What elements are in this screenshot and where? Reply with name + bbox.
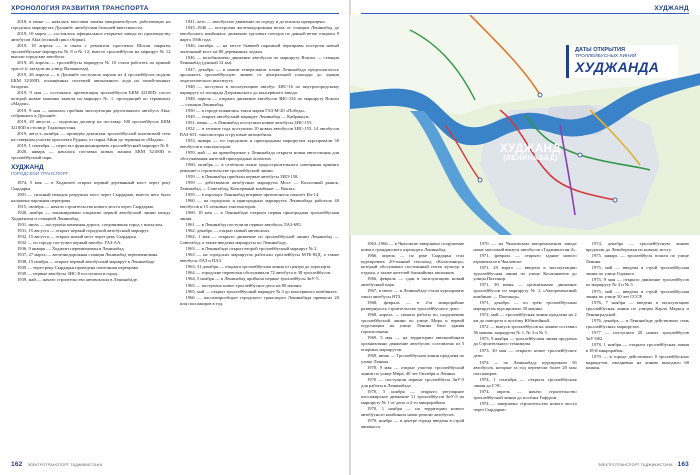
chronology-entry: 1963 — в Ленинабаде открыт второй троллейбусный маршрут № 2.	[185, 246, 318, 252]
chronology-entry: 2020, январь — началась поставка новых машин БКМ 32100D в троллейбусный парк.	[11, 149, 171, 161]
chronology-entry: 1973, 9 ноября — троллейбусная линия продлена до Строительного техникума.	[473, 335, 577, 347]
chronology-entry: 2019, 26 апреля — в Душанбе поступила партия из 4 троллейбусов модели БКМ 32100D, оснащённых системой автономного хода на литий-ионных батареях.	[11, 72, 171, 89]
chronology-entry: 1950 — в городе появились такси марки ГАЗ-М-20 «Победа».	[185, 107, 306, 113]
chronology-entry: 1939, май — начато строительство автовокзала в Ленинабаде.	[17, 276, 138, 282]
chronology-entry: 2019, 26 апреля — троллейбусы маршрута № 10 стали работать по прямой трассе (с заездом на улицу Валнангеда).	[11, 60, 171, 72]
chronology-entry: 1966, февраль — сдан в эксплуатацию новый автобусный парк.	[361, 276, 465, 288]
chronology-entry: 1976, декабрь — в Ленинабаде действовало семь троллейбусных маршрутов.	[585, 318, 689, 329]
chronology-entry: 1945–1946 — построена железнодорожная ветка от станции Ленинабад до автобусного комбината; движение грузовых поездов по данной ветке открыто 9 марта 1946 года.	[179, 25, 339, 42]
chronology-entry: 1972, май — троллейбусная линия продлена на 2 км до поворота к посёлку Юбилейный.	[473, 311, 577, 323]
chronology-entry: 1971, декабрь — по трём троллейбусным маршрутам курсировало 30 машин.	[473, 300, 577, 311]
chronology-entry: 1974, декабрь — троллейбусную линию продлили до Левобережья по новому мосту.	[585, 241, 689, 252]
chronology-entry: 1961 — в Ленинабад поступили первые автобусы ЛАЗ-695.	[185, 221, 302, 227]
chronology-entry: 1936, 9 января — Ходжент переименован в Ленинабад.	[17, 246, 125, 252]
chronology-entry: 1965 — построено новое троллейбусное депо на 80 машин.	[185, 282, 302, 288]
chronology-entry: 1963 — на городских маршрутах работали троллейбусы МТБ-82Д, а также автобусы ЛАЗ и ПАЗ.	[179, 252, 339, 263]
header-rule-left	[11, 13, 339, 14]
page-number-left: 162	[11, 461, 23, 468]
map-stop	[478, 178, 482, 182]
chronology-entry: 1966, апрель — по реке Сырдарья стал курсировать 20-тонный теплоход «Колхозница», который обслуживал постоянный поток культур и отдыха, а также жителей ближайших кишлаков.	[361, 252, 465, 276]
chronology-entry: 1960, октябрь — в отчётном плане градостроительного совещания принято решение о строительстве троллейбусной линии.	[179, 162, 339, 173]
chronology-entry: 1946 — возобновлено движение автобусов по маршруту Вокзал — станция Ленинабад (длиной 12 км).	[179, 54, 339, 66]
chronology-entry: 1979 — в городе действовало 8 троллейбусных маршрутов, ежедневно на линию выходило 68 машин.	[585, 353, 689, 371]
right-column-2	[473, 241, 576, 454]
left-column-1	[11, 19, 171, 454]
chronology-entry: 1874, 5 мая — в Ходженте открыт первый деревянный мост через реку Сырдарья.	[11, 179, 171, 191]
chronology-entry: 1901 — сильный паводок разрушил мост через Сырдарью, вместо него была налажена паромная переправа.	[11, 191, 171, 203]
chronology-entry: 1968, апрель — начаты работы по сооружению троллейбусной линии по улице Мира и первой подстанции на улице Ленина близ здания горисполкома.	[361, 311, 465, 335]
footer-text-left: ЭЛЕКТРОТРАНСПОРТ ТАДЖИКИСТАНА	[27, 462, 103, 467]
map-stop	[538, 93, 542, 97]
right-text-columns	[361, 241, 689, 454]
chronology-entry: 1947, декабрь — в новом генеральном плане Ленинабада предполагалось проложить троллейбусную линию от центральной площади до здания педагогического института.	[179, 66, 339, 84]
chronology-entry: 1974 — завершено строительство нового моста через Сырдарью.	[473, 400, 577, 412]
chronology-entry: 1969, 5 мая — на территории автокомбината организовано движение автобусов; составлено из 5 опорных маршрутов.	[361, 335, 465, 352]
chronology-entry: 1970, ноябрь — в центре города введена в строй авиакасса.	[361, 418, 465, 429]
chronology-entry: 1959 — действовали автобусные маршруты Мост — Колхозный рынок, Ленинабад — Советабад, Консервный комбинат — Вокзал.	[179, 180, 339, 191]
chronology-entry: 1964 — городские перевозки обслуживали 72 автобуса и 38 троллейбусов.	[185, 270, 332, 276]
map-city-old-name: (ЛЕНИНАБАД)	[503, 155, 559, 162]
chronology-entry: 2019, август–октябрь — проведён демонтаж троллейбусной контактной сети на северном участке проспекта Рудаки, от парка Айни до терминала «Мадон».	[11, 131, 171, 143]
chronology-entry: 1937, 27 марта — железнодорожная станция Ленинабад переименована.	[17, 252, 159, 258]
running-header-right: ХУДЖАНД	[654, 5, 689, 12]
map-stop	[613, 198, 617, 202]
chronology-entry: 1975, 9 мая — открыто движение троллейбусов по маршруту № 4 и № 5.	[585, 276, 689, 288]
chronology-entry: 2019, 1 сентября — перестал функционировать троллейбусный маршрут № 8.	[17, 143, 170, 149]
chronology-entry: 1959 — в аэропорт Ленинабад впервые приземлился самолёт Ил-14.	[185, 192, 320, 197]
chronology-entry: 1977 — поступили 20 новых троллейбусов ЗиУ-682.	[585, 329, 689, 341]
chronology-entry: 1962, декабрь — открыт новый автовокзал.	[185, 228, 271, 234]
right-column-1	[361, 241, 464, 454]
chronology-entry: 1915, октябрь — начало строительства нового моста через Сырдарью.	[17, 203, 155, 209]
chronology-entry: 1970, 5 ноября — открыто регулярное пассажирское движение 11 троллейбусов ЗиУ-5 по маршруту № 1 от депо и 2-го микрорайона.	[361, 388, 465, 406]
chronology-entry: 1975, май — введена в строй троллейбусная линия по улице Горького.	[585, 264, 689, 276]
chronology-entry: 1941, лето — автобусное движение по городу и до вокзала прекращено.	[185, 19, 326, 24]
trolleybus-map	[350, 15, 700, 235]
chronology-entry: 1970, 9 мая — открыт участок троллейбусной линии по улице Мира, 40 лет Октября и Ленина.	[361, 364, 465, 376]
chronology-entry: 1931, июль — построена каменная дорога, соединившая город с вокзалом.	[17, 221, 164, 227]
map-title-line1: ДАТЫ ОТКРЫТИЯ	[575, 47, 626, 53]
chronology-entry: 1975, май — введена в строй троллейбусная линия по улице 50 лет СССР.	[585, 288, 689, 300]
map-stop	[578, 153, 582, 157]
chronology-entry: 1931, 15 августа — открыт первый городской автобусный маршрут.	[17, 227, 150, 233]
subsection-subtitle: ГОРОДСКОЙ ТРАНСПОРТ	[11, 171, 69, 177]
chronology-entry: 1976, 7 ноября — введена в эксплуатацию троллейбусная линия по улицам Карла Маркса и Ленинградской.	[585, 300, 689, 317]
chronology-entry: 1975, январь — троллейбусы пошли по улице Ленина.	[585, 252, 689, 264]
chronology-entry: 1971, 30 июня — организовано движение троллейбусов по маршруту № 2 «Авторемонтный комбинат — Пахтакор».	[473, 282, 577, 299]
chronology-entry: 1946, октябрь — на месте бывшей паромной переправы построен новый понтонный мост на 80 деревянных лодках.	[179, 42, 339, 54]
chronology-entry: 2019, 9 мая — началась пробная эксплуатация двухэтажного автобуса Akia, собранного в Душанбе.	[11, 107, 171, 119]
chronology-entry: 1969, июнь — Троллейбусная линия продлена по улице Ленина.	[361, 352, 465, 364]
chronology-entry: 1949 — открыт автобусный маршрут Ленинабад — Кайраккум.	[185, 114, 310, 120]
footer-text-right: ЭЛЕКТРОТРАНСПОРТ ТАДЖИКИСТАНА	[597, 462, 673, 467]
map-title-line2: ТРОЛЛЕЙБУСНЫХ ЛИНИЙ	[575, 53, 637, 59]
chronology-entry: 1951, июнь — в Ленинабад поступили новые автобусы ЗИС-155.	[185, 120, 313, 126]
subsection-title: ХУДЖАНД	[11, 163, 44, 171]
left-text-columns	[11, 19, 339, 454]
chronology-entry: 1971, февраль — открыто здание нового аэровокзала в Чкаловске.	[473, 252, 577, 264]
right-page	[350, 0, 700, 475]
map-city-label	[500, 143, 561, 163]
chronology-entry: 1959 — в Ленинабад прибыли первые автобусы ЗИЛ-158.	[185, 173, 299, 179]
chronology-entry: 1970 — на Чкаловском авторемонтном заводе начат массовый выпуск автобусов «Таджикистан-2».	[473, 241, 577, 252]
chronology-entry: 1974, апрель — начато строительство троллейбусной линии до посёлка Гафуров.	[473, 389, 577, 400]
chronology-entry: 1970, 1 ноября — на территории нового автобусного комбината начат ремонт автобусов.	[361, 406, 465, 418]
chronology-entry: 1965, май — открыт троллейбусный маршрут № 3 до консервного комбината.	[185, 288, 338, 294]
map-title-box	[566, 45, 678, 78]
footer-right	[598, 461, 689, 468]
chronology-entry: 1932 — по городу поступил первый автобус ГАЗ-АА.	[17, 240, 122, 246]
chronology-entry: 1938, 15 ноября — открыт первый автобусный маршрут в Ленинабаде.	[17, 258, 156, 264]
chronology-entry: 1973, 30 мая — открыто новое троллейбусное депо.	[473, 347, 577, 359]
left-column-2	[180, 19, 340, 454]
chronology-entry: 1963, 31 декабря — открыта троллейбусная линия от центра до аэропорта.	[185, 264, 332, 270]
chronology-entry: 2019, 9 мая — состоялась презентация троллейбусов БКМ 32100D; после которой новые машины вышли на маршрут № 1, проходящий по терминалу «Мадон».	[11, 89, 171, 107]
chronology-entry: 1960 — на городских и пригородных маршрутах Ленинабада работало 40 автобусов и 15 легковых таксомоторов.	[179, 198, 339, 209]
chronology-entry: 1962, 1 мая — открыто движение по троллейбусной линии Ленинабад — Советабад, а также введены маршруты по Ленинабаду.	[179, 234, 339, 245]
chronology-entry: 1967, в июле — в Ленинабаде стали курсировать такси автобусы ЯТЗ.	[361, 288, 465, 299]
chronology-entry: 1978, 1 ноября — открыта троллейбусная линия в 18-й микрорайон.	[585, 341, 689, 353]
chronology-entry: 1971, 29 марта — введена в эксплуатацию троллейбусная линия по улице Космонавтов до улицы Пахтакор.	[473, 264, 577, 282]
right-column-3	[586, 241, 689, 454]
chronology-entry: 1964, 5 ноября — в Ленинабад прибыли первые троллейбусы ЗиУ-5.	[185, 276, 320, 282]
chronology-entry: 1928, ноябрь — запланировано открытие первой автобусной линии между Ходжентом и станцией Ленинабад.	[11, 209, 171, 221]
chronology-entry: 1952 — в течение года поступили 10 новых автобусов ЗИС-155, 14 автобусов ПАЗ-651, таксомоторы и грузовые автомобили.	[179, 126, 339, 138]
chronology-entry: 1966 — пассажирооборот городского транспорта Ленинабада превысил 20 млн пассажиров в год.	[179, 294, 339, 306]
chronology-entry: 1974 — по Ленинабаду курсировали 56 автобусов, которые за год перевезли более 20 млн пассажиров.	[473, 359, 577, 377]
chronology-entry: 1963–1966 — в Чкаловске завершено сооружение нового гражданского аэропорта Ленинабад.	[361, 241, 465, 252]
chronology-entry: 2019, 18 апреля — в связи с ремонтом проспекта Шотаи закрыты троллейбусные маршруты № 8 и № 12; вместо троллейбусов на маршрут № 12 вышли городские автобусы.	[11, 42, 171, 60]
page-number-right: 163	[677, 461, 689, 468]
chronology-entry: 1960, 10 мая — в Ленинабаде открыта первая пригородная троллейбусная линия.	[179, 210, 339, 221]
map-title-city: ХУДЖАНДА	[575, 58, 660, 75]
chronology-entry: 1959, май — на правобережье у Ленинабада открыта новая автостанция для обслуживания жителей пригородных колхозов.	[179, 150, 339, 161]
chronology-entry: 1968, февраль — в 2-м микрорайоне развернулось строительство троллейбусного депо.	[361, 300, 465, 311]
chronology-entry: 2018, в июне — началась массовая замена микроавтобусов, работающих на городских маршрутах Душанбе, автобусами большей вместимости.	[11, 19, 171, 30]
chronology-entry: 1948 — поступил в эксплуатацию автобус ЗИС-16 по внутригородскому маршруту от площади Дзержинского до консервного завода.	[179, 84, 339, 95]
chronology-entry: 1953, январь — по городским и пригородным маршрутам курсировали 50 автобусов и таксомоторов.	[179, 138, 339, 150]
chronology-entry: 1972 — выпуск троллейбусов на линию составил 36 машин, маршруты № 1, № 3 и № 5.	[473, 323, 577, 335]
chronology-entry: 1970 — поступили первые троллейбусы ЗиУ-5 для работы в Ленинабаде.	[361, 376, 465, 388]
header-rule-right	[361, 13, 689, 14]
chronology-entry: 1939 — первые автобусы ЗИС-8 поступили в город.	[17, 270, 119, 276]
chronology-entry: 1948, апрель — открыто движение автобусов ЗИС-154 по маршруту Вокзал — станция Ленинабад.	[179, 96, 339, 107]
running-header-left: ХРОНОЛОГИЯ РАЗВИТИЯ ТРАНСПОРТА	[11, 5, 149, 12]
chronology-entry: 1939 — через реку Сырдарья проведена понтонная переправа.	[17, 264, 139, 270]
footer-left	[11, 461, 102, 468]
chronology-entry: 1932, 15 августа — открыт новый мост через реку Сырдарья.	[17, 234, 137, 239]
chronology-entry: 2019, 10 марта — состоялось официальное открытие завода по производству автобусов Akia (полный цикл сборки).	[11, 30, 171, 42]
map-city-name: ХУДЖАНД	[500, 143, 562, 155]
chronology-entry: 2019, 20 августа — подписан договор на поставку 100 троллейбусов БКМ 32100D в столицу Таджикистана.	[11, 119, 171, 131]
chronology-entry: 1974, 1 сентября — открыта троллейбусная линия до ГЭС.	[473, 377, 577, 388]
